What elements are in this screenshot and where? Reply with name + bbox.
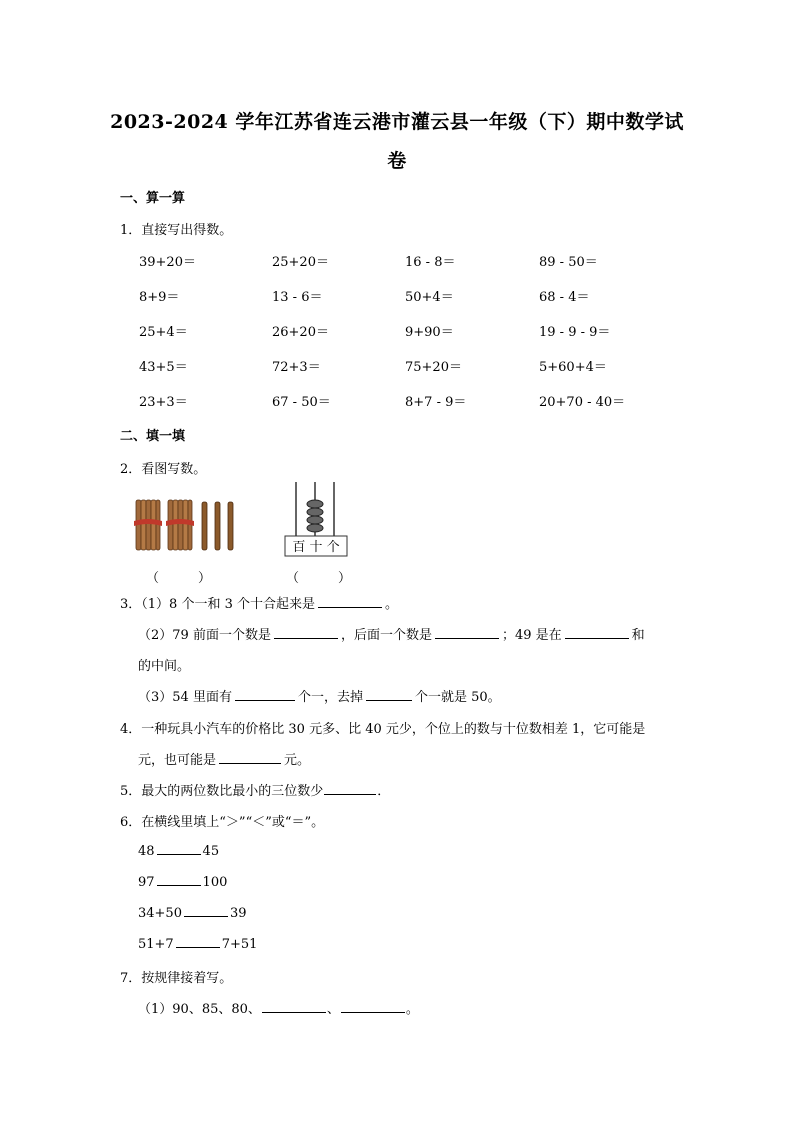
q7-stem: 7．按规律接着写。: [120, 971, 233, 986]
q5-text: 5．最大的两位数比最小的三位数少: [120, 784, 324, 799]
compare-left: 34+50: [138, 906, 182, 921]
abacus-label: 百 十 个: [292, 540, 340, 555]
answer-blank[interactable]: [157, 842, 201, 855]
q3-part3-text: （3）54 里面有: [138, 690, 232, 705]
answer-blank[interactable]: [318, 595, 382, 608]
q5-line: [120, 780, 390, 799]
calc-item: 26+20＝: [272, 325, 329, 340]
compare-right: 45: [202, 844, 220, 859]
answer-blank[interactable]: [235, 688, 295, 701]
calc-item: 67 - 50＝: [272, 395, 331, 410]
calc-item: 23+3＝: [139, 395, 188, 410]
single-stick: [215, 502, 220, 550]
q7-part1: [138, 998, 419, 1017]
calc-item: 13 - 6＝: [272, 290, 323, 305]
q3-part2-text: ；49 是在: [501, 628, 562, 643]
answer-blank[interactable]: [435, 626, 499, 639]
abacus-bead: [307, 524, 323, 532]
single-stick: [228, 502, 233, 550]
calc-item: 16 - 8＝: [405, 255, 456, 270]
calc-item: 39+20＝: [139, 255, 196, 270]
q4-line2: [138, 749, 310, 768]
single-stick: [202, 502, 207, 550]
section-heading-fill: 二、填一填: [120, 429, 186, 444]
q4-text: 元，也可能是: [138, 753, 217, 768]
answer-blank[interactable]: [157, 873, 201, 886]
q3-part2: [138, 624, 645, 643]
abacus-bead: [307, 508, 323, 516]
answer-blank[interactable]: [565, 626, 629, 639]
calc-item: 8+9＝: [139, 290, 180, 305]
compare-item: [138, 935, 257, 952]
q6-stem: 6．在横线里填上“＞”“＜”或“＝”。: [120, 815, 325, 830]
answer-blank[interactable]: [274, 626, 338, 639]
q4-text: 元。: [284, 753, 311, 768]
q3-part3: [138, 686, 501, 705]
punct: 。: [384, 597, 398, 612]
answer-blank[interactable]: [366, 688, 412, 701]
answer-paren-2[interactable]: （ ）: [286, 571, 352, 586]
abacus-bead: [307, 500, 323, 508]
q7-text: 。: [405, 1002, 419, 1017]
sticks-bundle-figure: [132, 496, 242, 554]
q3-part1-text: 3．（1）8 个一和 3 个十合起来是: [120, 597, 315, 612]
compare-left: 97: [138, 875, 155, 890]
compare-right: 39: [229, 906, 247, 921]
calc-item: 25+4＝: [139, 325, 188, 340]
q3-part2-text: 和: [631, 628, 645, 643]
q3-part2-text: ，后面一个数是: [340, 628, 432, 643]
q3-part2-text: （2）79 前面一个数是: [138, 628, 271, 643]
answer-blank[interactable]: [341, 1000, 405, 1013]
answer-blank[interactable]: [176, 935, 220, 948]
abacus-bead: [307, 516, 323, 524]
stick-bundle-2: [166, 500, 194, 550]
calc-item: 43+5＝: [139, 360, 188, 375]
q5-text: ．: [377, 784, 391, 799]
page-title-line1: 2023-2024 学年江苏省连云港市灌云县一年级（下）期中数学试: [110, 111, 684, 133]
calc-item: 89 - 50＝: [539, 255, 598, 270]
answer-blank[interactable]: [184, 904, 228, 917]
q3-part3-text: 个一就是 50。: [414, 690, 501, 705]
page-title-line2: 卷: [387, 150, 407, 172]
answer-blank[interactable]: [324, 782, 376, 795]
answer-blank[interactable]: [262, 1000, 326, 1013]
q7-text: 、: [326, 1002, 340, 1017]
compare-right: 7+51: [221, 937, 258, 952]
calc-item: 9+90＝: [405, 325, 454, 340]
q1-stem: 1．直接写出得数。: [120, 223, 233, 238]
calc-item: 19 - 9 - 9＝: [539, 325, 611, 340]
compare-left: 48: [138, 844, 155, 859]
calc-item: 72+3＝: [272, 360, 321, 375]
compare-left: 51+7: [138, 937, 174, 952]
q3-part3-text: 个一，去掉: [297, 690, 363, 705]
q3-part1: [120, 593, 398, 612]
q3-part2-cont: 的中间。: [138, 659, 191, 674]
compare-item: [138, 842, 219, 859]
calc-item: 20+70 - 40＝: [539, 395, 626, 410]
compare-right: 100: [202, 875, 228, 890]
q7-text: （1）90、85、80、: [138, 1002, 261, 1017]
calc-item: 50+4＝: [405, 290, 454, 305]
compare-item: [138, 904, 247, 921]
section-heading-calc: 一、算一算: [120, 191, 186, 206]
stick-bundle-1: [134, 500, 162, 550]
abacus-figure: [282, 480, 354, 560]
calc-item: 25+20＝: [272, 255, 329, 270]
compare-item: [138, 873, 227, 890]
answer-blank[interactable]: [219, 751, 281, 764]
calc-item: 8+7 - 9＝: [405, 395, 467, 410]
calc-item: 5+60+4＝: [539, 360, 607, 375]
calc-item: 75+20＝: [405, 360, 462, 375]
calc-item: 68 - 4＝: [539, 290, 590, 305]
q4-line1: 4．一种玩具小汽车的价格比 30 元多、比 40 元少，个位上的数与十位数相差 1，它可能是: [120, 722, 646, 737]
q2-stem: 2．看图写数。: [120, 462, 207, 477]
answer-paren-1[interactable]: （ ）: [146, 571, 212, 586]
